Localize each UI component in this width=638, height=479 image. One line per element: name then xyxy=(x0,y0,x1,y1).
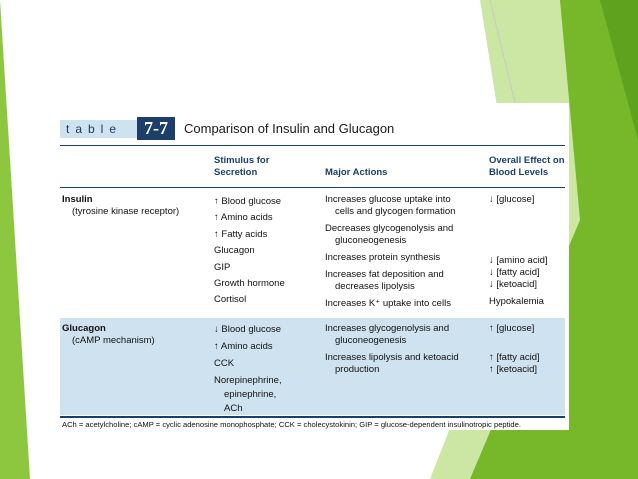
insulin-stimulus: ↑ Amino acids xyxy=(214,212,273,224)
insulin-mechanism: (tyrosine kinase receptor) xyxy=(72,206,180,217)
glucagon-action-line: Increases glycogenolysis and xyxy=(325,323,450,334)
insulin-action-line: Decreases glycogenolysis and xyxy=(325,223,454,234)
insulin-stimuli xyxy=(214,194,285,309)
table-header xyxy=(60,116,565,142)
table-title: Comparison of Insulin and Glucagon xyxy=(184,121,395,136)
insulin-stimulus: ↑ Blood glucose xyxy=(214,196,282,207)
insulin-action-line: Increases protein synthesis xyxy=(325,252,441,263)
header-stimulus-line: Secretion xyxy=(214,167,258,178)
insulin-action-line: Increases K⁺ uptake into cells xyxy=(325,298,451,309)
insulin-stimulus: Cortisol xyxy=(214,294,247,306)
glucagon-stimulus: CCK xyxy=(214,358,235,369)
glucagon-effect: ↑ [ketoacid] xyxy=(489,364,538,375)
header-actions-line: Major Actions xyxy=(325,167,388,178)
insulin-action-line: decreases lipolysis xyxy=(335,281,415,292)
glucagon-action-line: gluconeogenesis xyxy=(335,335,407,346)
insulin-stimulus: Growth hormone xyxy=(214,278,285,290)
glucagon-stimulus: ACh xyxy=(224,403,243,414)
glucagon-actions xyxy=(325,323,459,376)
header-rule xyxy=(60,187,565,188)
insulin-effects xyxy=(489,255,548,308)
insulin-effect: ↓ [amino acid] xyxy=(489,255,548,266)
left-green-shape xyxy=(0,0,30,479)
glucagon-action-line: production xyxy=(335,364,380,375)
insulin-action-line: cells and glycogen formation xyxy=(335,206,456,217)
comparison-table xyxy=(54,103,569,430)
insulin-stimulus: ↑ Fatty acids xyxy=(214,228,268,240)
glucagon-stimulus: ↓ Blood glucose xyxy=(214,324,282,335)
glucagon-name: Glucagon xyxy=(62,323,106,334)
insulin-stimulus: GIP xyxy=(214,261,231,273)
insulin-name-cell xyxy=(62,194,179,218)
table-footnote: ACh = acetylcholine; cAMP = cyclic adenosine monophosphate; CCK = cholecystokinin; GIP = glucose-dependent insulinotropic peptide. xyxy=(62,420,521,429)
glucagon-effect: ↑ [fatty acid] xyxy=(489,352,540,363)
insulin-effect: Hypokalemia xyxy=(489,296,544,307)
glucagon-stimuli xyxy=(214,323,282,416)
insulin-actions xyxy=(325,194,455,310)
bottom-rule xyxy=(60,416,565,418)
insulin-effect: ↓ [ketoacid] xyxy=(489,279,538,290)
header-effect-line: Overall Effect on xyxy=(489,155,565,166)
table-number: 7-7 xyxy=(137,117,175,140)
glucagon-mechanism: (cAMP mechanism) xyxy=(72,335,155,346)
glucagon-stimulus: Norepinephrine, xyxy=(214,375,282,386)
glucagon-stimulus: epinephrine, xyxy=(224,389,277,400)
insulin-stimulus: Glucagon xyxy=(214,245,255,257)
glucagon-effect-glucose: ↑ [glucose] xyxy=(489,323,535,334)
top-rule xyxy=(60,145,565,146)
glucagon-stimulus: ↑ Amino acids xyxy=(214,341,273,352)
header-stimulus-line: Stimulus for xyxy=(214,155,270,166)
header-stimulus xyxy=(214,155,269,179)
glucagon-effects xyxy=(489,352,540,376)
insulin-effect: ↓ [fatty acid] xyxy=(489,267,540,278)
insulin-effect-glucose: ↓ [glucose] xyxy=(489,194,535,205)
header-effect-line: Blood Levels xyxy=(489,167,549,178)
insulin-name: Insulin xyxy=(62,194,93,205)
table-label: table xyxy=(60,120,137,138)
insulin-action-line: Increases glucose uptake into xyxy=(325,194,451,205)
glucagon-name-cell xyxy=(62,323,155,347)
header-effect xyxy=(489,155,565,179)
glucagon-action-line: Increases lipolysis and ketoacid xyxy=(325,352,459,363)
insulin-action-line: gluconeogenesis xyxy=(335,235,407,246)
insulin-action-line: Increases fat deposition and xyxy=(325,269,444,280)
header-actions xyxy=(325,167,387,179)
